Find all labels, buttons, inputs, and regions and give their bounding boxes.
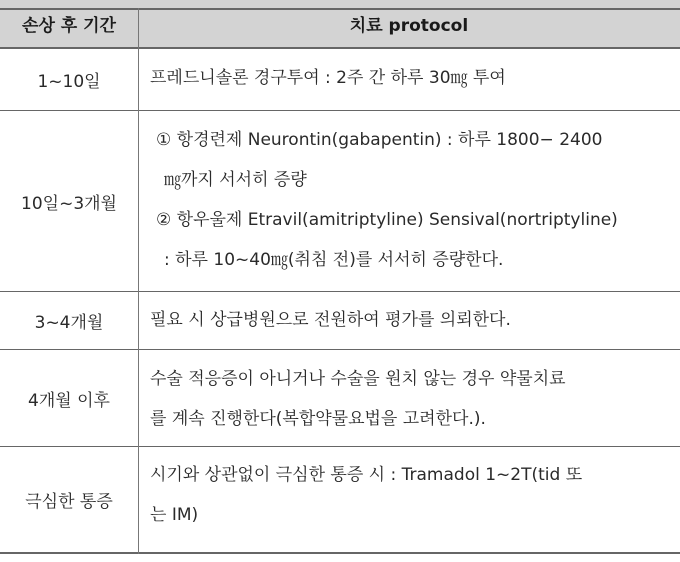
period-cell: 4개월 이후: [28, 390, 110, 411]
period-cell: 1~10일: [37, 72, 101, 92]
protocol-line: 프레드니솔론 경구투여 : 2주 간 하루 30㎎ 투여: [150, 68, 506, 88]
protocol-line: ② 항우울제 Etravil(amitriptyline) Sensival(nortriptyline): [156, 210, 618, 230]
protocol-line: ㎎까지 서서히 증량: [164, 170, 307, 190]
period-cell: 극심한 통증: [25, 492, 113, 512]
protocol-line: 는 IM): [150, 505, 199, 525]
column-divider: [138, 8, 139, 554]
protocol-line: 를 계속 진행한다(복합약물요법을 고려한다.).: [150, 409, 486, 429]
period-cell: 3~4개월: [34, 313, 104, 333]
protocol-cell: [150, 300, 670, 340]
header-protocol: 치료 protocol: [349, 16, 469, 36]
protocol-line: 수술 적응증이 아니거나 수술을 원치 않는 경우 약물치료: [150, 369, 566, 389]
table-top-rule: [0, 8, 680, 10]
protocol-line: 시기와 상관없이 극심한 통증 시 : Tramadol 1~2T(tid 또: [150, 465, 583, 485]
period-cell: 10일~3개월: [21, 193, 117, 214]
protocol-cell: [150, 120, 670, 280]
protocol-cell: [150, 359, 670, 439]
protocol-line: ① 항경련제 Neurontin(gabapentin) : 하루 1800− 2400: [156, 130, 603, 150]
table-bottom-rule: [0, 552, 680, 554]
protocol-line: : 하루 10~40㎎(취침 전)를 서서히 증량한다.: [164, 250, 504, 270]
protocol-cell: [150, 58, 670, 98]
header-period: 손상 후 기간: [22, 16, 116, 36]
protocol-line: 필요 시 상급병원으로 전원하여 평가를 의뢰한다.: [150, 310, 511, 330]
protocol-cell: [150, 455, 670, 535]
